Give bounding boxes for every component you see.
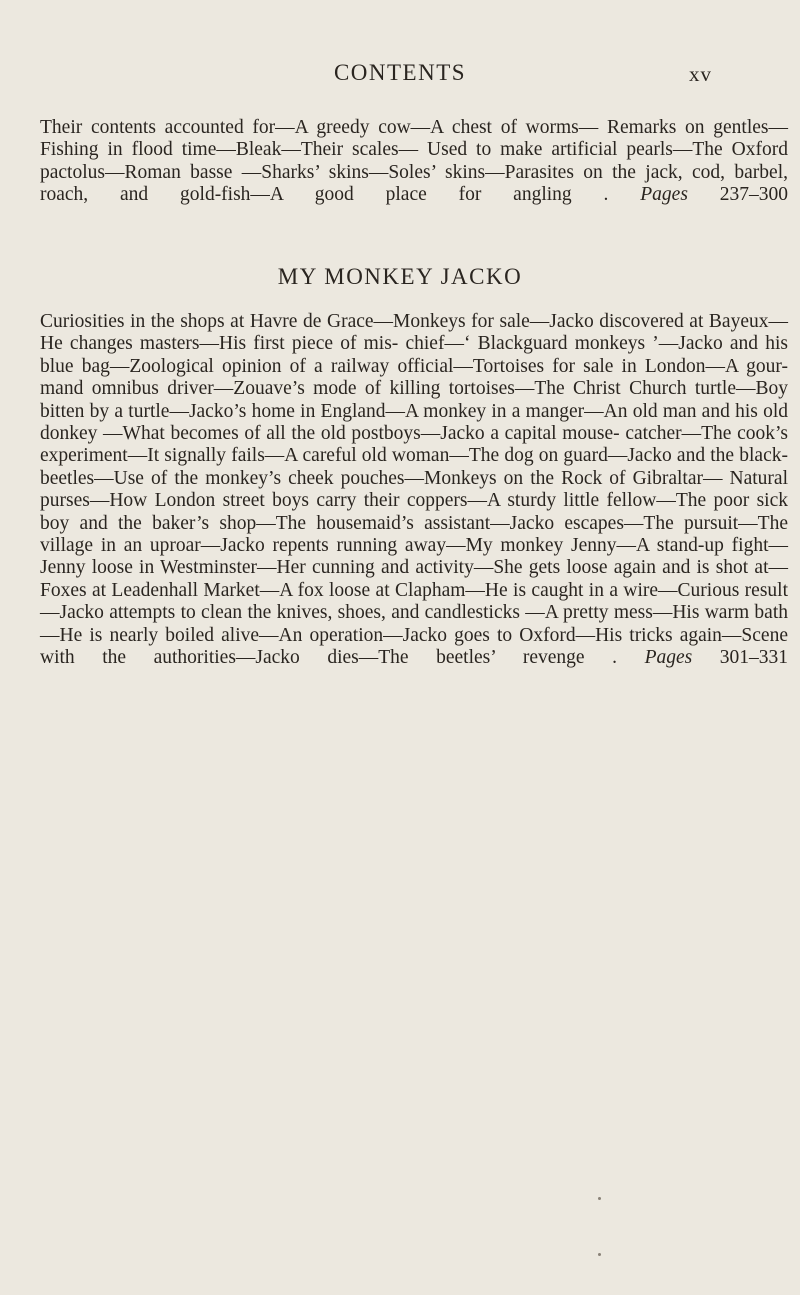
pages-label: Pages bbox=[644, 647, 693, 669]
page-header bbox=[0, 60, 800, 100]
pages-range: 237–300 bbox=[719, 184, 788, 206]
dot-leader: . bbox=[603, 184, 609, 206]
section-heading: MY MONKEY JACKO bbox=[277, 264, 523, 289]
running-title: CONTENTS bbox=[333, 60, 467, 85]
pages-label: Pages bbox=[640, 184, 688, 206]
pages-range: 301–331 bbox=[719, 647, 789, 669]
entry-text: Their contents accounted for—A greedy cow—A chest of worms— Remarks on gentles—Fishing in flood time—Bleak—Their scales— Used to make artificial pearls—The Oxford pactolus—Roman basse —Sharks’ skins—Soles’ skins—Parasites on the jack, cod, barbel, roach, and gold-fish—A good place for angling bbox=[40, 117, 788, 206]
contents-entry-monkey-jacko bbox=[40, 311, 788, 670]
page-number: xv bbox=[689, 62, 712, 86]
paper-speck bbox=[598, 1197, 601, 1200]
entry-text: Curiosities in the shops at Havre de Grace—Monkeys for sale—Jacko discovered at Bayeux—He changes masters—His first piece of mis- chief—‘ Blackguard monkeys ’—Jacko and his blue bag—Zoological opinion of a railway official—Tortoises for sale in London—A gour- mand omnibus driver—Zouave’s mode of killing tortoises—The Christ Church turtle—Boy bitten by a turtle—Jacko’s home in England—A monkey in a manger—An old man and his old donkey —What becomes of all the old postboys—Jacko a capital mouse- catcher—The cook’s experiment—It signally fails—A careful old woman—The dog on guard—Jacko and the black-beetles—Use of the monkey’s cheek pouches—Monkeys on the Rock of Gibraltar— Natural purses—How London street boys carry their coppers—A sturdy little fellow—The poor sick boy and the baker’s shop—The housemaid’s assistant—Jacko escapes—The pursuit—The village in an uproar—Jacko repents running away—My monkey Jenny—A stand-up fight—Jenny loose in Westminster—Her cunning and activity—She gets loose again and is shot at—Foxes at Leadenhall Market—A fox loose at Clapham—He is caught in a wire—Curious result—Jacko attempts to clean the knives, shoes, and candlesticks —A pretty mess—His warm bath—He is nearly boiled alive—An operation—Jacko goes to Oxford—His tricks again—Scene with the authorities—Jacko dies—The beetles’ revenge bbox=[40, 311, 788, 669]
paper-speck bbox=[598, 1253, 601, 1256]
contents-entry-angling bbox=[40, 117, 788, 207]
dot-leader: . bbox=[612, 647, 618, 669]
